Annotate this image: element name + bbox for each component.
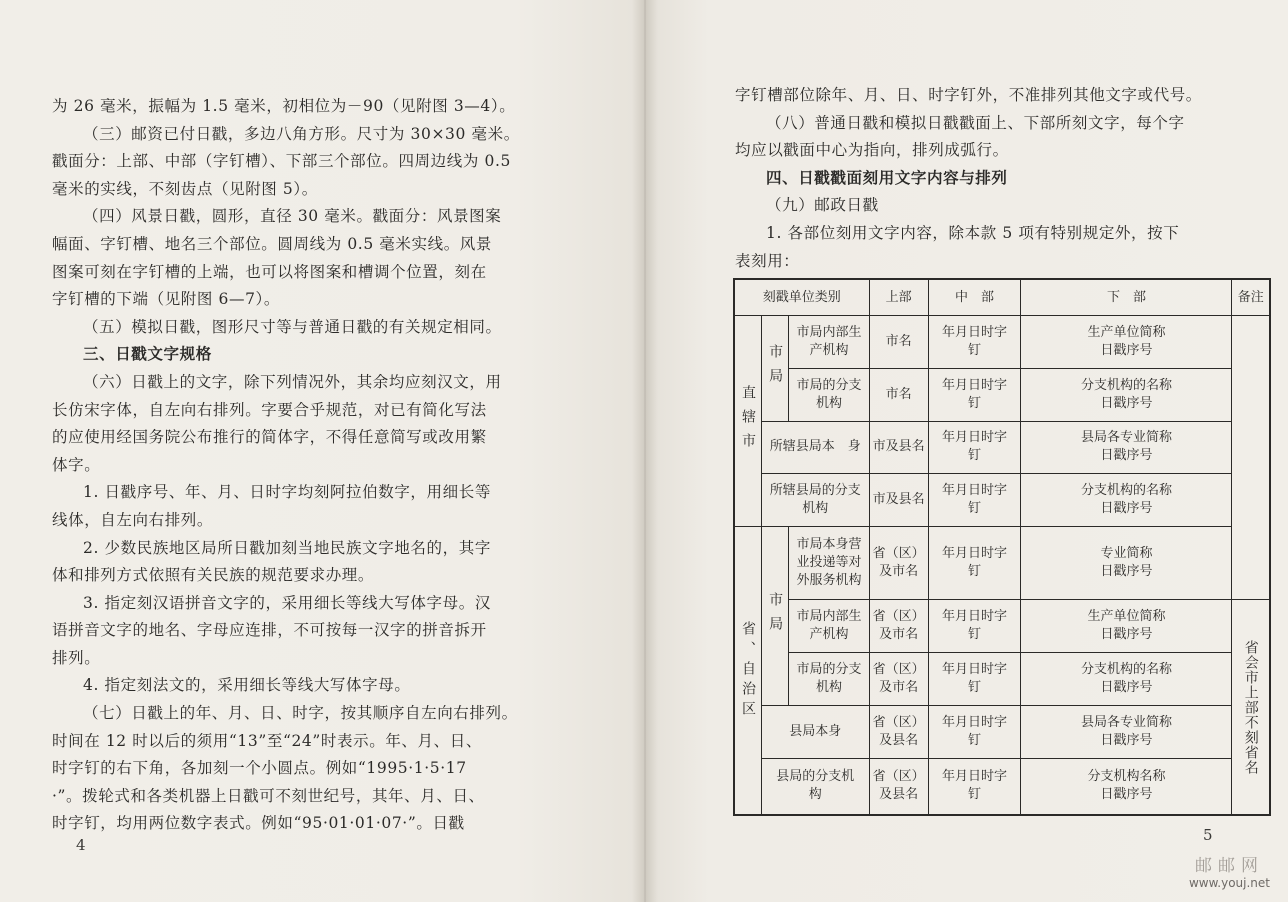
text-line: 幅面、字钉槽、地名三个部位。圆周线为 0.5 毫米实线。风景 [52, 234, 493, 253]
table-row [734, 474, 1270, 527]
cell-middle: 年月日时字 钉 [928, 474, 1021, 527]
cell-top: 省（区）及市名 [869, 653, 928, 706]
cell-unit: 市局内部生产机构 [789, 600, 869, 653]
text-line: ·”。拨轮式和各类机器上日戳可不刻世纪号，其年、月、日、 [52, 786, 485, 805]
page-number-left: 4 [76, 836, 86, 854]
text-line: （七）日戳上的年、月、日、时字，按其顺序自左向右排列。 [83, 704, 518, 723]
cell-unit: 市局内部生产机构 [789, 316, 869, 369]
cell-bottom [1021, 600, 1232, 653]
text-line: （四）风景日戳，圆形，直径 30 毫米。戳面分：风景图案 [83, 207, 502, 226]
cell-middle: 年月日时字 钉 [928, 600, 1021, 653]
text-line: 为 26 毫米，振幅为 1.5 毫米，初相位为－90（见附图 3—4）。 [52, 97, 516, 115]
header-middle: 中 部 [928, 279, 1021, 316]
cell-middle: 年月日时字 钉 [928, 368, 1021, 421]
header-top: 上部 [869, 279, 928, 316]
cell-note-empty [1232, 316, 1270, 600]
table-row [734, 653, 1270, 706]
header-bottom: 下 部 [1021, 279, 1232, 316]
left-page-text [52, 93, 622, 838]
text-line: 戳面分：上部、中部（字钉槽）、下部三个部位。四周边线为 0.5 [52, 152, 511, 171]
text-line: 体字。 [52, 455, 101, 474]
text-line: 表刻用： [735, 251, 800, 270]
cell-middle: 年月日时字 钉 [928, 421, 1021, 474]
cell-bottom-line2: 日戳序号 [1100, 564, 1153, 580]
section-heading: 四、日戳戳面刻用文字内容与排列 [766, 168, 1008, 187]
cell-top: 省（区）及县名 [869, 705, 928, 758]
cell-bottom-line2: 日戳序号 [1100, 732, 1153, 748]
text-line: 的应使用经国务院公布推行的简体字，不得任意简写或改用繁 [52, 428, 487, 447]
header-note: 备注 [1232, 279, 1270, 316]
table-row [734, 705, 1270, 758]
table-row [734, 758, 1270, 815]
cell-bottom-line2: 日戳序号 [1100, 395, 1153, 411]
cell-bottom [1021, 421, 1232, 474]
text-line: （三）邮资已付日戳，多边八角方形。尺寸为 30×30 毫米。 [83, 124, 520, 143]
text-line: 1. 各部位刻用文字内容，除本款 5 项有特别规定外，按下 [766, 223, 1180, 242]
group-province-city-bureau-label: 市局 [767, 591, 784, 640]
cell-bottom-line1: 专业简称 [1100, 546, 1153, 562]
text-line: 排列。 [52, 648, 101, 667]
cell-middle: 年月日时字 钉 [928, 527, 1021, 600]
group-province [734, 527, 761, 815]
cell-bottom [1021, 368, 1232, 421]
cell-bottom-line1: 分支机构的名称 [1080, 483, 1172, 499]
cell-top: 省（区）及市名 [869, 600, 928, 653]
group-province-label: 省、自治区 [739, 620, 756, 721]
cell-bottom-line2: 日戳序号 [1100, 501, 1153, 517]
cell-bottom-line1: 县局各专业简称 [1080, 714, 1172, 730]
text-line: 时字钉，均用两位数字表式。例如“95·01·01·07·”。日戳 [52, 814, 465, 833]
text-line: 语拼音文字的地名、字母应连排，不可按每一汉字的拼音拆开 [52, 621, 487, 640]
group-municipality-label: 直辖市 [739, 385, 756, 458]
text-line: （九）邮政日戳 [766, 196, 879, 215]
cell-top: 省（区）及市名 [869, 527, 928, 600]
cell-top: 市名 [869, 368, 928, 421]
cell-bottom-line2: 日戳序号 [1100, 448, 1153, 464]
text-line: 时字钉的右下角，各加刻一个小圆点。例如“1995·1·5·17 [52, 759, 467, 778]
cell-top: 市及县名 [869, 474, 928, 527]
cell-bottom-line2: 日戳序号 [1100, 787, 1153, 803]
cell-top: 省（区）及县名 [869, 758, 928, 815]
table-header-row [734, 279, 1270, 316]
cell-unit: 所辖县局的分支机构 [761, 474, 869, 527]
text-line: （六）日戳上的文字，除下列情况外，其余均应刻汉文，用 [83, 372, 502, 391]
text-line: 均应以戳面中心为指向，排列成弧行。 [735, 141, 1009, 160]
right-page [645, 0, 1288, 902]
watermark-url: www.youj.net [1188, 876, 1270, 890]
table-row [734, 527, 1270, 600]
note-text: 省会市上部不刻省名 [1242, 639, 1259, 775]
table-row [734, 600, 1270, 653]
text-line: 3. 指定刻汉语拼音文字的，采用细长等线大写体字母。汉 [83, 593, 491, 612]
text-line: 4. 指定刻法文的，采用细长等线大写体字母。 [83, 676, 411, 695]
cell-middle: 年月日时字 钉 [928, 705, 1021, 758]
text-line: 线体，自左向右排列。 [52, 510, 214, 529]
text-line: （五）模拟日戳，图形尺寸等与普通日戳的有关规定相同。 [83, 317, 502, 336]
cell-bottom [1021, 653, 1232, 706]
table-row [734, 316, 1270, 369]
right-page-text [735, 82, 1275, 275]
table-row [734, 421, 1270, 474]
text-line: 毫米的实线，不刻齿点（见附图 5）。 [52, 179, 318, 198]
page-number-right: 5 [1203, 826, 1213, 844]
cell-bottom [1021, 758, 1232, 815]
text-line: 长仿宋字体，自左向右排列。字要合乎规范，对已有简化写法 [52, 400, 487, 419]
cell-bottom-line2: 日戳序号 [1100, 342, 1153, 358]
cell-bottom [1021, 705, 1232, 758]
cell-middle: 年月日时字 钉 [928, 653, 1021, 706]
cell-bottom-line1: 生产单位简称 [1087, 324, 1166, 340]
group-province-city-bureau [761, 527, 788, 706]
cell-middle: 年月日时字 钉 [928, 758, 1021, 815]
group-municipality-city-bureau-label: 市局 [767, 344, 784, 393]
text-line: 体和排列方式依照有关民族的规范要求办理。 [52, 566, 375, 585]
cell-bottom-line2: 日戳序号 [1100, 627, 1153, 643]
book-spine-shadow [632, 0, 658, 902]
stamp-text-table [733, 278, 1271, 816]
site-watermark [1189, 851, 1270, 890]
cell-bottom [1021, 527, 1232, 600]
group-municipality-city-bureau [761, 316, 788, 422]
header-category: 刻戳单位类别 [734, 279, 869, 316]
text-line: 时间在 12 时以后的须用“13”至“24”时表示。年、月、日、 [52, 731, 482, 750]
text-line: 2. 少数民族地区局所日戳加刻当地民族文字地名的，其字 [83, 538, 491, 557]
cell-unit: 市局的分支机构 [789, 368, 869, 421]
cell-bottom-line1: 分支机构的名称 [1080, 377, 1172, 393]
cell-top: 市名 [869, 316, 928, 369]
cell-unit: 市局的分支机构 [789, 653, 869, 706]
text-line: 图案可刻在字钉槽的上端，也可以将图案和槽调个位置，刻在 [52, 262, 487, 281]
cell-bottom-line1: 分支机构名称 [1087, 769, 1166, 785]
text-line: （八）普通日戳和模拟日戳戳面上、下部所刻文字，每个字 [766, 113, 1185, 132]
cell-bottom-line2: 日戳序号 [1100, 679, 1153, 695]
table-row [734, 368, 1270, 421]
cell-bottom [1021, 474, 1232, 527]
cell-bottom-line1: 县局各专业简称 [1080, 430, 1172, 446]
cell-bottom-line1: 生产单位简称 [1087, 609, 1166, 625]
cell-note [1232, 600, 1270, 815]
cell-bottom-line1: 分支机构的名称 [1080, 661, 1172, 677]
group-municipality [734, 316, 761, 527]
cell-unit: 县局的分支机 构 [761, 758, 869, 815]
section-heading: 三、日戳文字规格 [83, 345, 212, 364]
text-line: 字钉槽部位除年、月、日、时字钉外，不准排列其他文字或代号。 [735, 86, 1202, 104]
watermark-title: 邮邮网 [1194, 856, 1264, 876]
cell-unit: 市局本身营业投递等对外服务机构 [789, 527, 869, 600]
cell-unit: 所辖县局本 身 [761, 421, 869, 474]
cell-bottom [1021, 316, 1232, 369]
text-line: 1. 日戳序号、年、月、日时字均刻阿拉伯数字，用细长等 [83, 483, 491, 502]
cell-unit: 县局本身 [761, 705, 869, 758]
cell-middle: 年月日时字 钉 [928, 316, 1021, 369]
cell-top: 市及县名 [869, 421, 928, 474]
text-line: 字钉槽的下端（见附图 6—7）。 [52, 290, 281, 309]
